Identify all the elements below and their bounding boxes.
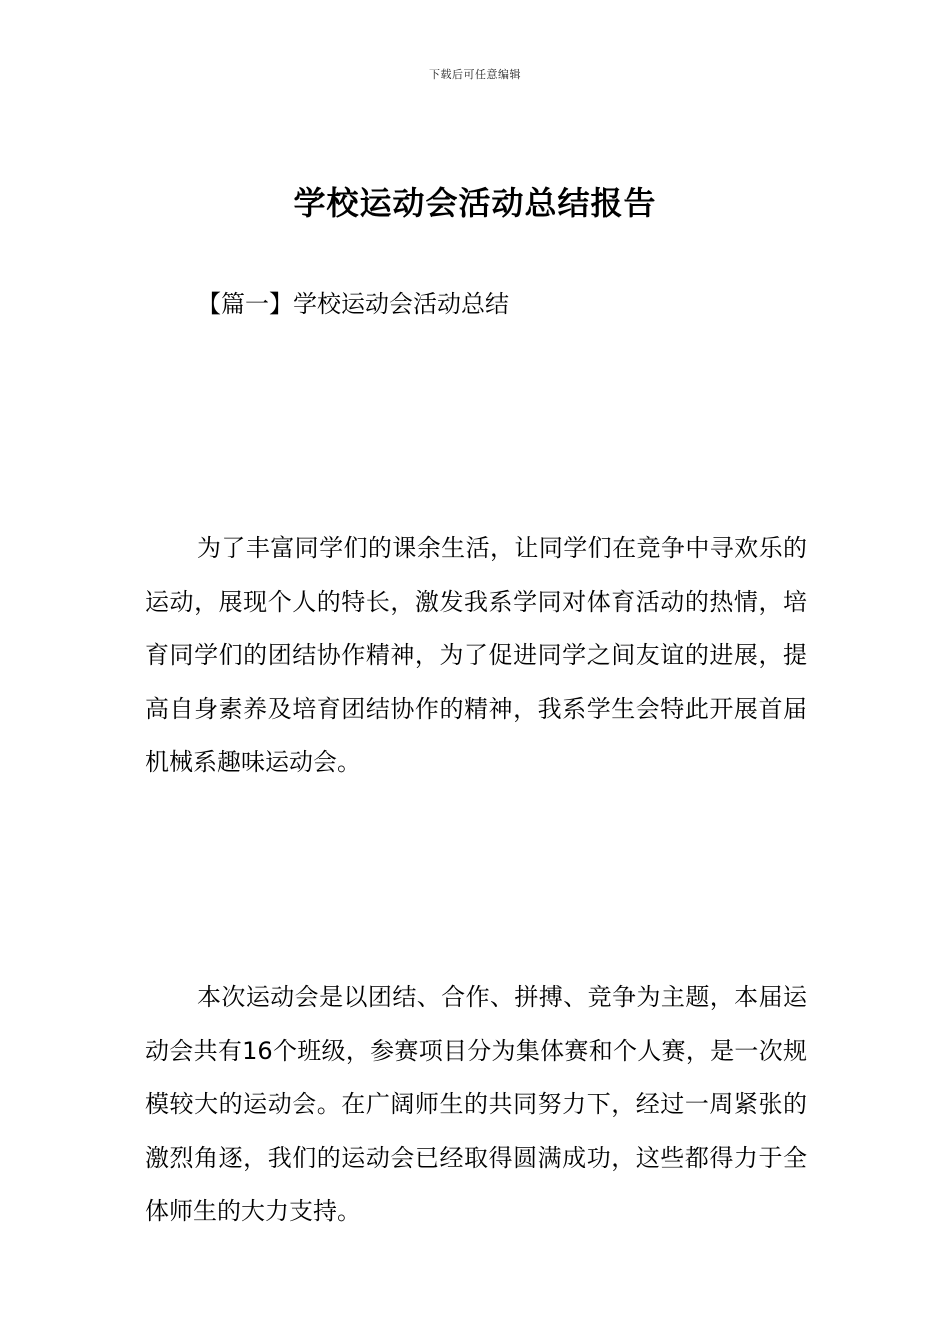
document-title: 学校运动会活动总结报告 (293, 184, 657, 222)
section-heading: 【篇一】学校运动会活动总结 (197, 290, 509, 318)
paragraph-1: 为了丰富同学们的课余生活，让同学们在竞争中寻欢乐的运动，展现个人的特长，激发我系学同对体育活动的热情，培育同学们的团结协作精神，为了促进同学之间友谊的进展，提高自身素养及培育团结协作的精神，我系学生会特此开展首届机械系趣味运动会。 (145, 534, 807, 776)
header-note: 下载后可任意编辑 (429, 68, 521, 81)
paragraph-2: 本次运动会是以团结、合作、拼搏、竞争为主题，本届运动会共有16个班级，参赛项目分为集体赛和个人赛，是一次规模较大的运动会。在广阔师生的共同努力下，经过一周紧张的激烈角逐，我们的运动会已经取得圆满成功，这些都得力于全体师生的大力支持。 (145, 983, 807, 1225)
